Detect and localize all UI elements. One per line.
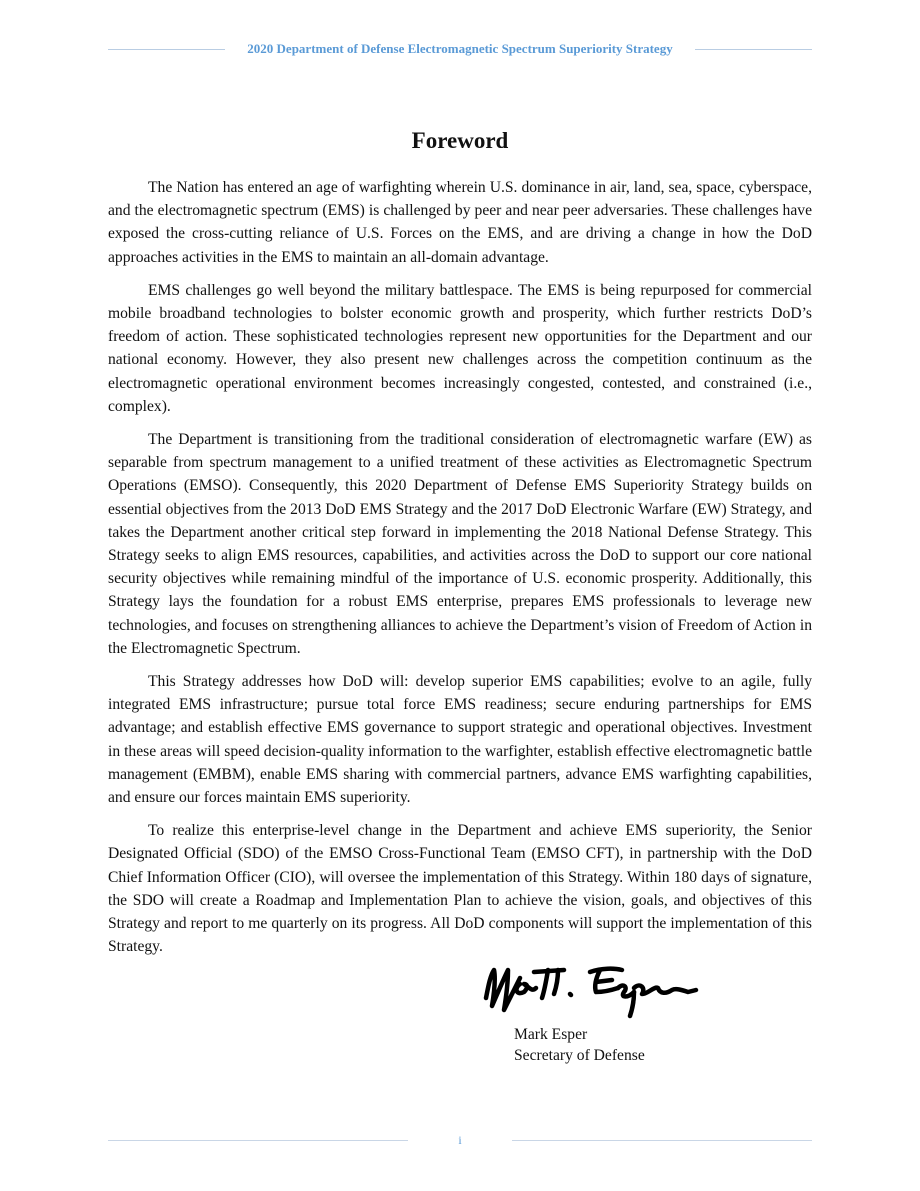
header-title: 2020 Department of Defense Electromagnetic Spectrum Superiority Strategy xyxy=(247,41,673,56)
signer-name: Mark Esper xyxy=(514,1026,588,1043)
paragraph: The Nation has entered an age of warfighting wherein U.S. dominance in air, land, sea, space, cyberspace, and the electromagnetic spectrum (EMS) is challenged by peer and near peer adversaries. These challenges have exposed the cross-cutting reliance of U.S. Forces on the EMS, and are driving a change in how the DoD approaches activities in the EMS to maintain an all-domain advantage. xyxy=(108,179,812,266)
signature-image xyxy=(478,958,704,1022)
signature-block xyxy=(514,1024,645,1066)
page-number: i xyxy=(458,1132,462,1147)
header-rule-left xyxy=(108,49,225,50)
header-rule-right xyxy=(695,49,812,50)
signer-title: Secretary of Defense xyxy=(514,1047,645,1064)
page-title: Foreword xyxy=(411,128,509,153)
paragraph: EMS challenges go well beyond the military battlespace. The EMS is being repurposed for commercial mobile broadband technologies to bolster economic growth and prosperity, which further restricts DoD’s freedom of action. These sophisticated technologies represent new opportunities for the Department and our national economy. However, they also present new challenges across the competition continuum as the electromagnetic operational environment becomes increasingly congested, contested, and constrained (i.e., complex). xyxy=(108,281,812,415)
paragraph: The Department is transitioning from the traditional consideration of electromagnetic warfare (EW) as separable from spectrum management to a unified treatment of these activities as Electromagnetic Spectrum Operations (EMSO). Consequently, this 2020 Department of Defense EMS Superiority Strategy builds on essential objectives from the 2013 DoD EMS Strategy and the 2017 DoD Electronic Warfare (EW) Strategy, and takes the Department another critical step forward in implementing the 2018 National Defense Strategy. This Strategy seeks to align EMS resources, capabilities, and activities across the DoD to support our core national security objectives while remaining mindful of the importance of U.S. economic prosperity. Additionally, this Strategy lays the foundation for a robust EMS enterprise, prepares EMS professionals to leverage new technologies, and focuses on strengthening alliances to achieve the Department’s vision of Freedom of Action in the Electromagnetic Spectrum. xyxy=(108,431,812,657)
footer-rule-left xyxy=(108,1140,408,1141)
paragraph: This Strategy addresses how DoD will: develop superior EMS capabilities; evolve to an agile, fully integrated EMS infrastructure; pursue total force EMS readiness; secure enduring partnerships for EMS advantage; and establish effective EMS governance to support strategic and operational objectives. Investment in these areas will speed decision-quality information to the warfighter, establish effective electromagnetic battle management (EMBM), enable EMS sharing with commercial partners, advance EMS warfighting capabilities, and ensure our forces maintain EMS superiority. xyxy=(108,673,812,807)
running-header xyxy=(108,38,812,60)
foreword-body xyxy=(108,176,812,969)
paragraph: To realize this enterprise-level change in the Department and achieve EMS superiority, the Senior Designated Official (SDO) of the EMSO Cross-Functional Team (EMSO CFT), in partnership with the DoD Chief Information Officer (CIO), will oversee the implementation of this Strategy. Within 180 days of signature, the SDO will create a Roadmap and Implementation Plan to achieve the vision, goals, and objectives of this Strategy and report to me quarterly on its progress. All DoD components will support the implementation of this Strategy. xyxy=(108,822,812,956)
handwritten-signature xyxy=(478,958,704,1022)
page-footer xyxy=(108,1130,812,1150)
footer-rule-right xyxy=(512,1140,812,1141)
